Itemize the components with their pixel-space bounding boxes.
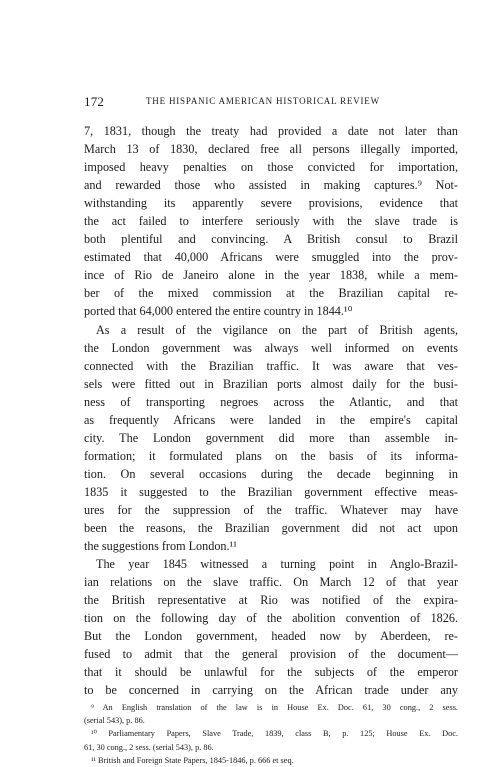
body-line: tion on the following day of the abolition convention of 1826. [84, 609, 458, 627]
footnote-9-continued: (serial 543), p. 86. [84, 714, 458, 727]
body-line: and rewarded those who assisted in making captures.⁹ Not- [84, 176, 458, 194]
body-line: 1835 it suggested to the Brazilian government effective meas- [84, 483, 458, 501]
footnote-11: ¹¹ British and Foreign State Papers, 1845-1846, p. 666 et seq. [84, 754, 458, 767]
body-line: the British representative at Rio was notified of the expira- [84, 591, 458, 609]
page-number: 172 [84, 94, 104, 110]
body-line: March 13 of 1830, declared free all persons illegally imported, [84, 140, 458, 158]
body-line: to be concerned in carrying on the African trade under any [84, 681, 458, 699]
body-line: imposed heavy penalties on those convicted for importation, [84, 158, 458, 176]
body-line: ported that 64,000 entered the entire country in 1844.¹⁰ [84, 302, 458, 320]
body-line: connected with the Brazilian traffic. It was aware that ves- [84, 357, 458, 375]
book-page [84, 94, 458, 767]
body-line: the London government was always well informed on events [84, 339, 458, 357]
body-line: ince of Rio de Janeiro alone in the year 1838, while a mem- [84, 266, 458, 284]
body-line: estimated that 40,000 Africans were smuggled into the prov- [84, 248, 458, 266]
body-line: that it should be unlawful for the subjects of the emperor [84, 663, 458, 681]
body-line: been the reasons, the Brazilian government did not act upon [84, 519, 458, 537]
body-line: as frequently Africans were landed in the empire's capital [84, 411, 458, 429]
body-line: But the London government, headed now by Aberdeen, re- [84, 627, 458, 645]
body-line: 7, 1831, though the treaty had provided a date not later than [84, 122, 458, 140]
body-line: formation; it formulated plans on the basis of its informa- [84, 447, 458, 465]
running-head [84, 94, 458, 112]
body-line: city. The London government did more than assemble in- [84, 429, 458, 447]
paragraph-start-line: The year 1845 witnessed a turning point in Anglo-Brazil- [84, 555, 458, 573]
footnotes [84, 701, 458, 767]
paragraph-start-line: As a result of the vigilance on the part of British agents, [84, 321, 458, 339]
body-line: fused to admit that the general provision of the document— [84, 645, 458, 663]
body-text [84, 122, 458, 700]
footnote-10: ¹⁰ Parliamentary Papers, Slave Trade, 1839, class B, p. 125; House Ex. Doc. [84, 727, 458, 740]
journal-title: THE HISPANIC AMERICAN HISTORICAL REVIEW [146, 96, 380, 106]
footnote-10-continued: 61, 30 cong., 2 sess. (serial 543), p. 86. [84, 741, 458, 754]
body-line: the suggestions from London.¹¹ [84, 537, 458, 555]
body-line: ures for the suppression of the traffic. Whatever may have [84, 501, 458, 519]
body-line: ber of the mixed commission at the Brazilian capital re- [84, 284, 458, 302]
body-line: tion. On several occasions during the decade beginning in [84, 465, 458, 483]
body-line: ian relations on the slave traffic. On March 12 of that year [84, 573, 458, 591]
body-line: withstanding its apparently severe provisions, evidence that [84, 194, 458, 212]
body-line: both plentiful and convincing. A British consul to Brazil [84, 230, 458, 248]
body-line: sels were fitted out in Brazilian ports almost daily for the busi- [84, 375, 458, 393]
footnote-9: ⁹ An English translation of the law is in House Ex. Doc. 61, 30 cong., 2 sess. [84, 701, 458, 714]
body-line: ness of transporting negroes across the Atlantic, and that [84, 393, 458, 411]
body-line: the act failed to interfere seriously with the slave trade is [84, 212, 458, 230]
